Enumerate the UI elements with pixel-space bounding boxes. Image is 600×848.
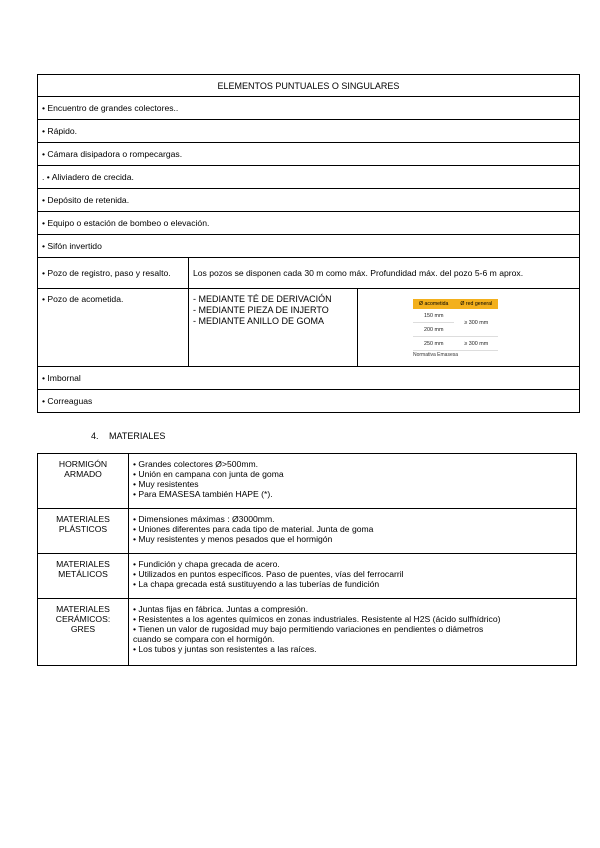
- method-item: - MEDIANTE TÉ DE DERIVACIÓN: [193, 294, 332, 304]
- mini-cell: 150 mm: [413, 309, 454, 323]
- mini-cell: 250 mm: [413, 337, 454, 351]
- mini-note: Normativa Emasesa: [413, 352, 459, 358]
- method-item: - MEDIANTE PIEZA DE INJERTO: [193, 305, 329, 315]
- section-heading: [91, 431, 165, 441]
- material-desc: • Grandes colectores Ø>500mm. • Unión en campana con junta de goma • Muy resistentes • Para EMASESA también HAPE (*).: [129, 454, 577, 509]
- pozo-registro-desc: Los pozos se disponen cada 30 m como máx. Profundidad máx. del pozo 5-6 m aprox.: [189, 258, 580, 289]
- mini-header: Ø acometida: [413, 299, 454, 309]
- section-number: 4.: [91, 431, 99, 441]
- method-item: - MEDIANTE ANILLO DE GOMA: [193, 316, 325, 326]
- table-row: • Depósito de retenida.: [38, 189, 580, 212]
- material-desc: • Fundición y chapa grecada de acero. • Utilizados en puntos específicos. Paso de puentes, vías del ferrocarril • La chapa grecada está sustituyendo a las tuberías de fundición: [129, 554, 577, 599]
- material-label: MATERIALES METÁLICOS: [38, 554, 129, 599]
- pozo-registro-label: • Pozo de registro, paso y resalto.: [38, 258, 189, 289]
- material-label: MATERIALES PLÁSTICOS: [38, 509, 129, 554]
- mini-cell: ≥ 300 mm: [454, 309, 498, 337]
- mini-header: Ø red general: [454, 299, 498, 309]
- acometida-diameter-cell: [358, 289, 580, 367]
- singular-elements-table: [37, 74, 580, 413]
- acometida-methods: [189, 289, 358, 367]
- material-label: MATERIALES CERÁMICOS: GRES: [38, 599, 129, 666]
- material-desc: • Juntas fijas en fábrica. Juntas a compresión. • Resistentes a los agentes químicos en zonas industriales. Resistente al H2S (ácido sulfhídrico) • Tienen un valor de rugosidad muy bajo permitiendo variaciones en pendientes o diámetros cuando se compara con el hormigón. • Los tubos y juntas son resistentes a las raíces.: [129, 599, 577, 666]
- table-row: • Equipo o estación de bombeo o elevación.: [38, 212, 580, 235]
- table-row: . • Aliviadero de crecida.: [38, 166, 580, 189]
- material-label: HORMIGÓN ARMADO: [38, 454, 129, 509]
- section-title: MATERIALES: [109, 431, 166, 441]
- table-row: • Correaguas: [38, 390, 580, 413]
- table-title: ELEMENTOS PUNTUALES O SINGULARES: [38, 75, 580, 97]
- table-row: • Encuentro de grandes colectores..: [38, 97, 580, 120]
- table-row: • Sifón invertido: [38, 235, 580, 258]
- mini-cell: ≥ 300 mm: [454, 337, 498, 351]
- table-row: • Cámara disipadora o rompecargas.: [38, 143, 580, 166]
- mini-cell: 200 mm: [413, 323, 454, 337]
- acometida-diameter-table: [413, 299, 498, 359]
- pozo-acometida-label: • Pozo de acometida.: [38, 289, 189, 367]
- table-row: • Rápido.: [38, 120, 580, 143]
- table-row: • Imbornal: [38, 367, 580, 390]
- materials-table: [37, 453, 577, 666]
- material-desc: • Dimensiones máximas : Ø3000mm. • Uniones diferentes para cada tipo de material. Junta de goma • Muy resistentes y menos pesados que el hormigón: [129, 509, 577, 554]
